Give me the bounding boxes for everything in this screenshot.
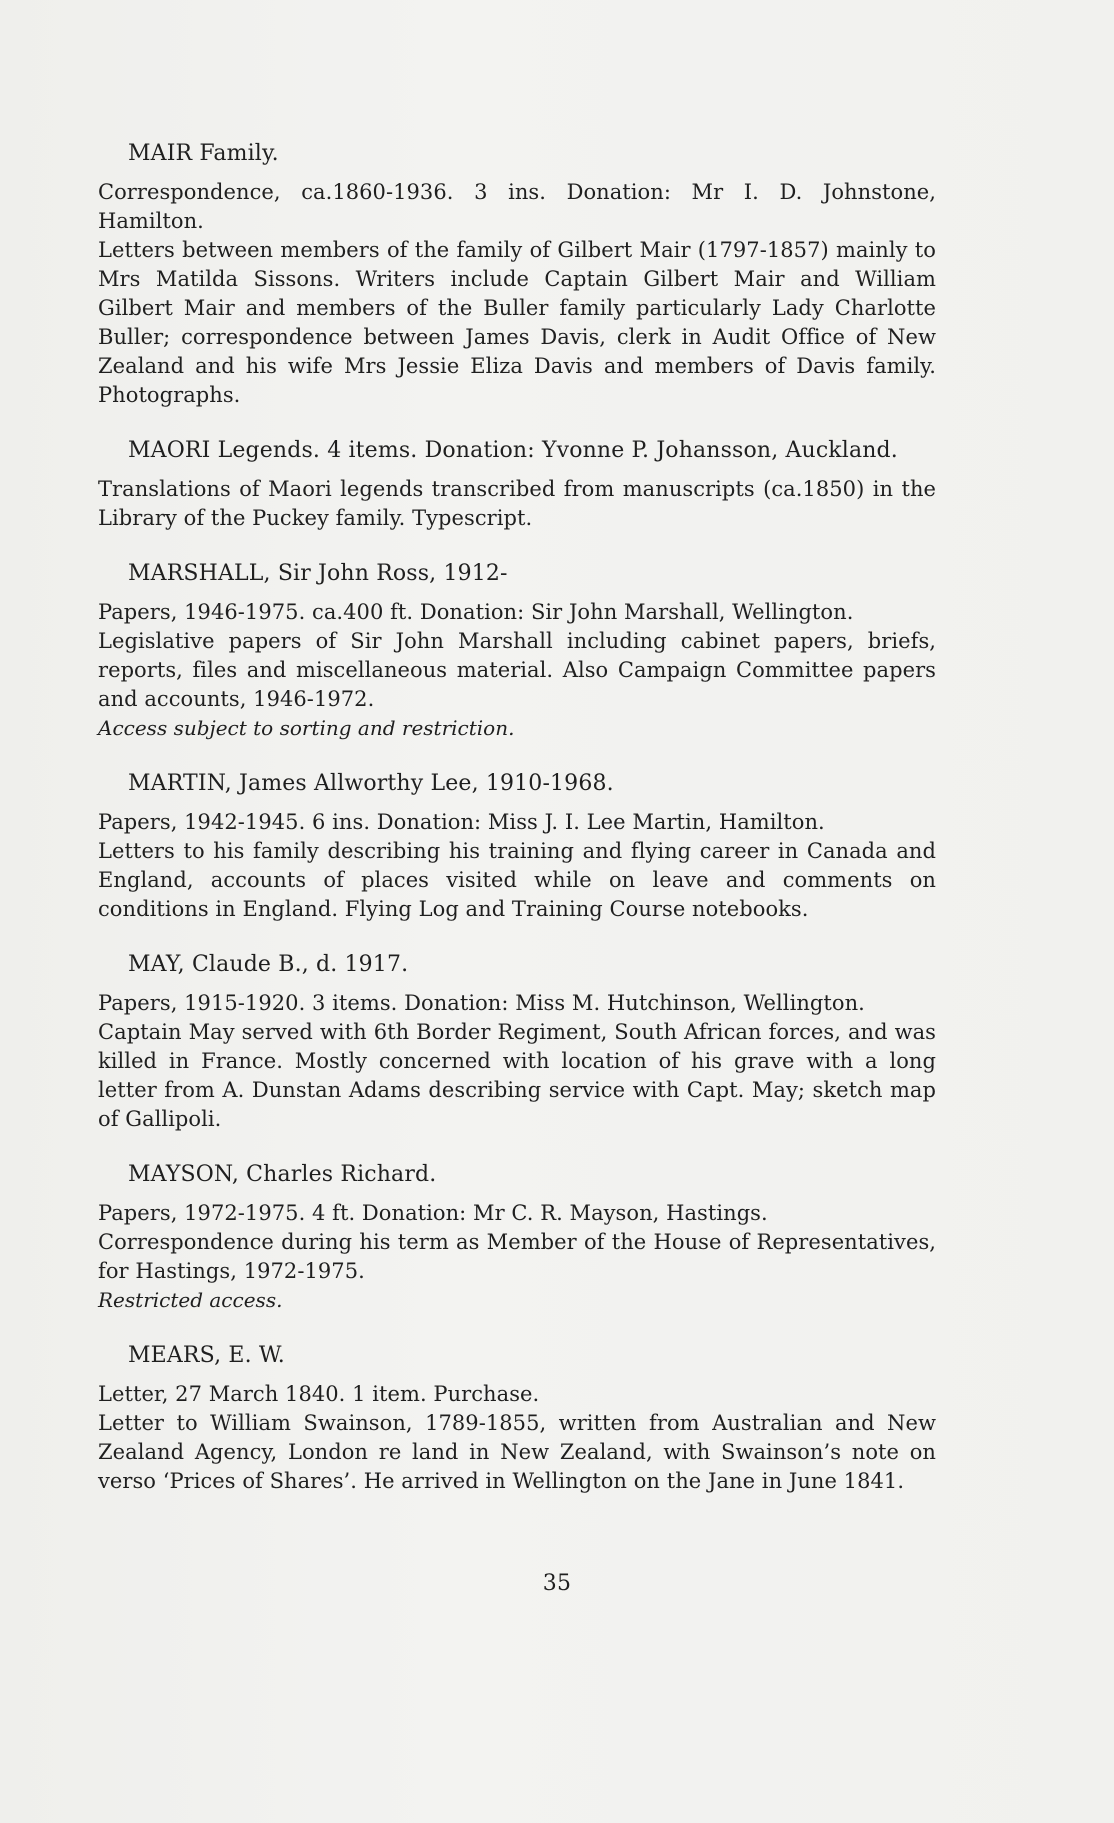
- entry-collection-line: Correspondence, ca.1860-1936. 3 ins. Donation: Mr I. D. Johnstone, Hamilton.: [98, 180, 936, 233]
- entry-heading: MAYSON, Charles Richard.: [128, 1162, 437, 1187]
- entry-maori-legends: [98, 437, 936, 533]
- entry-description: Letter to William Swainson, 1789-1855, written from Australian and New Zealand Agency, London re land in New Zealand, with Swainson’s note on verso ‘Prices of Shares’. He arrived in Wellington on the Jane in June 1841.: [98, 1411, 936, 1493]
- entry-mair-family: [98, 140, 936, 410]
- entry-marshall-john-ross: [98, 560, 936, 743]
- entry-description: Translations of Maori legends transcribed from manuscripts (ca.1850) in the Library of the Puckey family. Typescript.: [98, 477, 936, 530]
- entry-may-claude: [98, 951, 936, 1134]
- access-note: Access subject to sorting and restriction.: [98, 716, 515, 740]
- entry-collection-line: Letter, 27 March 1840. 1 item. Purchase.: [98, 1382, 540, 1406]
- entry-heading: MARTIN, James Allworthy Lee, 1910-1968.: [128, 771, 614, 796]
- access-note: Restricted access.: [98, 1288, 283, 1312]
- entry-description: Captain May served with 6th Border Regiment, South African forces, and was killed in France. Mostly concerned with location of his grave with a long letter from A. Dunstan Adams describing service with Capt. May; sketch map of Gallipoli.: [98, 1020, 936, 1131]
- entry-description: Letters to his family describing his training and flying career in Canada and England, accounts of places visited while on leave and comments on conditions in England. Flying Log and Training Course notebooks.: [98, 839, 936, 921]
- entry-collection-line: Papers, 1915-1920. 3 items. Donation: Miss M. Hutchinson, Wellington.: [98, 991, 865, 1015]
- entry-collection-line: Papers, 1946-1975. ca.400 ft. Donation: Sir John Marshall, Wellington.: [98, 600, 854, 624]
- page-number: 35: [542, 1571, 572, 1596]
- entry-heading: MAY, Claude B., d. 1917.: [128, 952, 409, 977]
- entry-heading: MEARS, E. W.: [128, 1343, 285, 1368]
- entry-description: Legislative papers of Sir John Marshall including cabinet papers, briefs, reports, files and miscellaneous material. Also Campaign Committee papers and accounts, 1946-1972.: [98, 629, 936, 711]
- entry-description: Letters between members of the family of Gilbert Mair (1797-1857) mainly to Mrs Matilda Sissons. Writers include Captain Gilbert Mair and William Gilbert Mair and members of the Buller family particularly Lady Charlotte Buller; correspondence between James Davis, clerk in Audit Office of New Zealand and his wife Mrs Jessie Eliza Davis and members of Davis family. Photographs.: [98, 238, 936, 407]
- entry-collection-line: Papers, 1972-1975. 4 ft. Donation: Mr C. R. Mayson, Hastings.: [98, 1201, 768, 1225]
- entry-mears-ew: [98, 1342, 936, 1496]
- entry-collection-line: Papers, 1942-1945. 6 ins. Donation: Miss J. I. Lee Martin, Hamilton.: [98, 810, 825, 834]
- entry-description: Correspondence during his term as Member of the House of Representatives, for Hastings, 1972-1975.: [98, 1230, 936, 1283]
- entry-heading: MARSHALL, Sir John Ross, 1912-: [128, 561, 508, 586]
- entry-heading: MAORI Legends. 4 items. Donation: Yvonne P. Johansson, Auckland.: [128, 438, 898, 463]
- entry-martin-james-allworthy-lee: [98, 770, 936, 924]
- entry-heading: MAIR Family.: [128, 141, 279, 166]
- entry-mayson-charles-richard: [98, 1161, 936, 1315]
